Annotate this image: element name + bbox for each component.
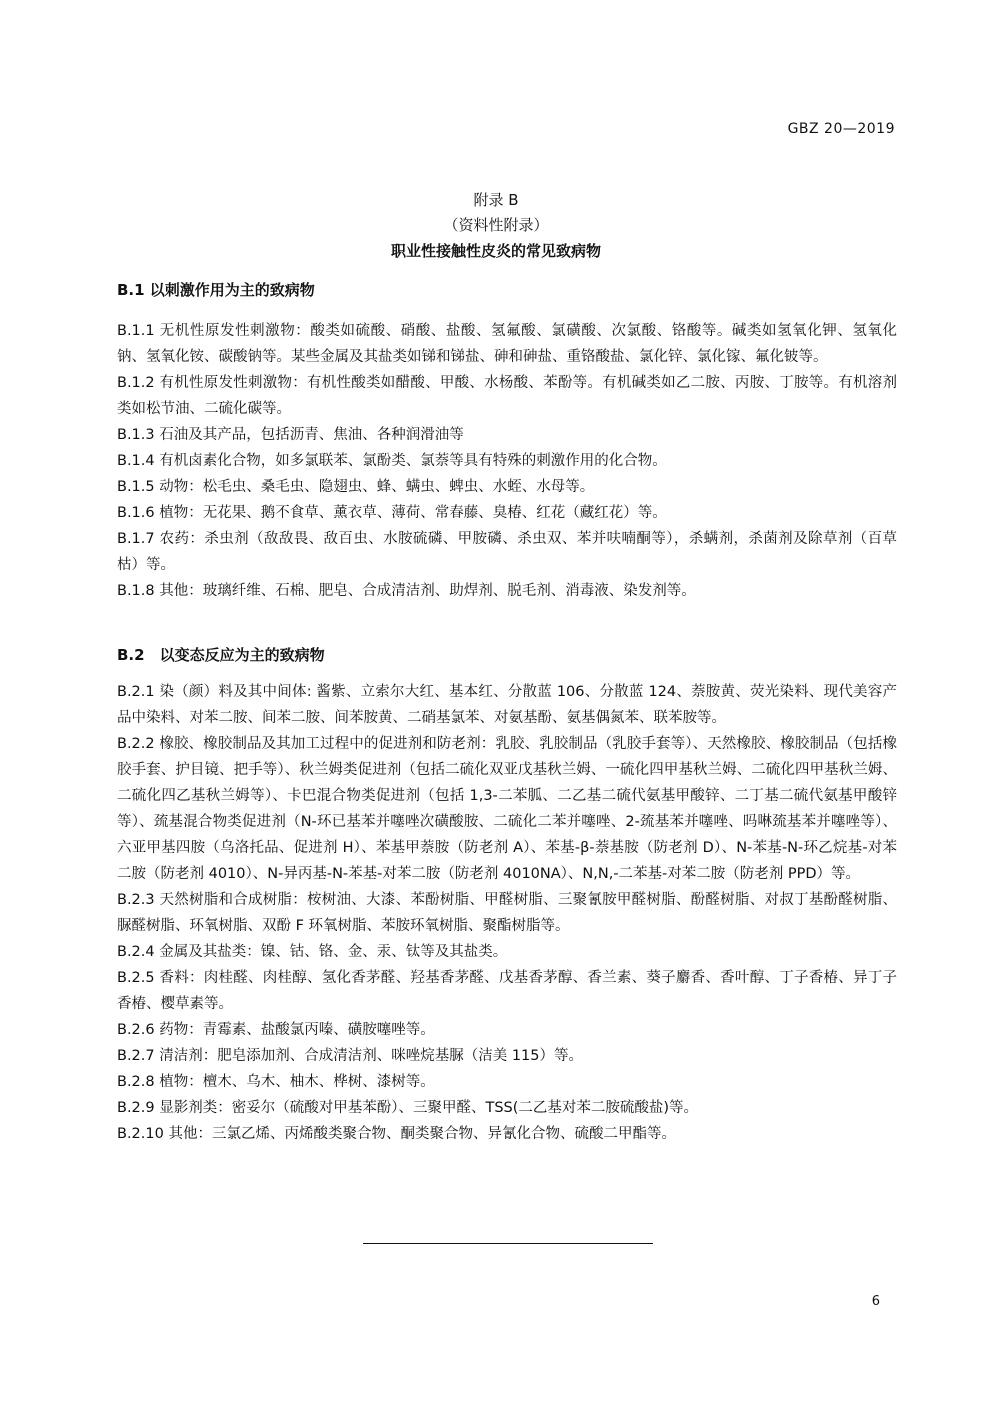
document-code: GBZ 20—2019 [787, 121, 895, 137]
item-b2-5: B.2.5 香料：肉桂醛、肉桂醇、氢化香茅醛、羟基香茅醛、戊基香茅醇、香兰素、葵子麝香、香叶醇、丁子香椿、异丁子香椿、樱草素等。 [117, 970, 897, 1012]
item-b1-2: B.1.2 有机性原发性刺激物：有机性酸类如醋酸、甲酸、水杨酸、苯酚等。有机碱类如乙二胺、丙胺、丁胺等。有机溶剂类如松节油、二硫化碳等。 [117, 375, 897, 417]
section-heading-b2: B.2 以变态反应为主的致病物 [117, 646, 325, 664]
item-b1-7: B.1.7 农药：杀虫剂（敌敌畏、敌百虫、水胺硫磷、甲胺磷、杀虫双、苯并呋喃酮等），杀螨剂，杀菌剂及除草剂（百草枯）等。 [117, 531, 897, 573]
appendix-type: （资料性附录） [443, 216, 549, 234]
appendix-title: 附录 B [473, 191, 519, 209]
item-b1-5: B.1.5 动物：松毛虫、桑毛虫、隐翅虫、蜂、螨虫、蜱虫、水蛭、水母等。 [117, 479, 595, 495]
item-b1-1: B.1.1 无机性原发性刺激物：酸类如硫酸、硝酸、盐酸、氢氟酸、氯磺酸、次氯酸、铬酸等。碱类如氢氧化钾、氢氧化钠、氢氧化铵、碳酸钠等。某些金属及其盐类如锑和锑盐、砷和砷盐、重铬酸盐、氯化锌、氯化镓、氟化铍等。 [117, 323, 897, 365]
appendix-subtitle: 职业性接触性皮炎的常见致病物 [390, 242, 601, 260]
item-b1-6: B.1.6 植物：无花果、鹅不食草、薰衣草、薄荷、常春藤、臭椿、红花（藏红花）等。 [117, 505, 667, 521]
item-b2-10: B.2.10 其他：三氯乙烯、丙烯酸类聚合物、酮类聚合物、异氰化合物、硫酸二甲酯等。 [117, 1126, 676, 1142]
item-b2-3: B.2.3 天然树脂和合成树脂：桉树油、大漆、苯酚树脂、甲醛树脂、三聚氰胺甲醛树脂、酚醛树脂、对叔丁基酚醛树脂、脲醛树脂、环氧树脂、双酚 F 环氧树脂、苯胺环氧树脂、聚酯树脂等。 [117, 892, 897, 934]
item-b1-3: B.1.3 石油及其产品，包括沥青、焦油、各种润滑油等 [117, 427, 464, 443]
end-separator-line [363, 1243, 653, 1244]
item-b1-8: B.1.8 其他：玻璃纤维、石棉、肥皂、合成清洁剂、助焊剂、脱毛剂、消毒液、染发剂等。 [117, 583, 696, 599]
item-b2-6: B.2.6 药物：青霉素、盐酸氯丙嗪、磺胺噻唑等。 [117, 1022, 435, 1038]
section-b2-body [117, 679, 897, 1147]
item-b2-2: B.2.2 橡胶、橡胶制品及其加工过程中的促进剂和防老剂：乳胶、乳胶制品（乳胶手套等）、天然橡胶、橡胶制品（包括橡胶手套、护目镜、把手等）、秋兰姆类促进剂（包括二硫化双亚戊基秋兰姆、一硫化四甲基秋兰姆、二硫化四甲基秋兰姆、二硫化四乙基秋兰姆等）、卡巴混合物类促进剂（包括 1,3-二苯胍、二乙基二硫代氨基甲酸锌、二丁基二硫代氨基甲酸锌等）、巯基混合物类促进剂（N-环已基苯并噻唑次磺酸胺、二硫化二苯并噻唑、2-巯基苯并噻唑、吗啉巯基苯并噻唑等）、六亚甲基四胺（乌洛托品、促进剂 H）、苯基甲萘胺（防老剂 A）、苯基-β-萘基胺（防老剂 D）、N-苯基-N-环乙烷基-对苯二胺（防老剂 4010）、N-异丙基-N-苯基-对苯二胺（防老剂 4010NA）、N,N,-二苯基-对苯二胺（防老剂 PPD）等。 [117, 736, 897, 882]
item-b1-4: B.1.4 有机卤素化合物，如多氯联苯、氯酚类、氯萘等具有特殊的刺激作用的化合物。 [117, 453, 667, 469]
item-b2-4: B.2.4 金属及其盐类：镍、钴、铬、金、汞、钛等及其盐类。 [117, 944, 508, 960]
item-b2-9: B.2.9 显影剂类：密妥尔（硫酸对甲基苯酚）、三聚甲醛、TSS(二乙基对苯二胺硫酸盐)等。 [117, 1100, 699, 1116]
page-number: 6 [871, 1294, 880, 1309]
item-b2-8: B.2.8 植物：檀木、乌木、柚木、桦树、漆树等。 [117, 1074, 435, 1090]
item-b2-1: B.2.1 染（颜）料及其中间体: 酱紫、立索尔大红、基本红、分散蓝 106、分散蓝 124、萘胺黄、荧光染料、现代美容产品中染料、对苯二胺、间苯二胺、间苯胺黄、二硝基氯苯、对氨基酚、氨基偶氮苯、联苯胺等。 [117, 684, 897, 726]
item-b2-7: B.2.7 清洁剂：肥皂添加剂、合成清洁剂、咪唑烷基脲（洁美 115）等。 [117, 1048, 584, 1064]
section-b1-body [117, 318, 897, 604]
section-heading-b1: B.1 以刺激作用为主的致病物 [117, 281, 315, 299]
